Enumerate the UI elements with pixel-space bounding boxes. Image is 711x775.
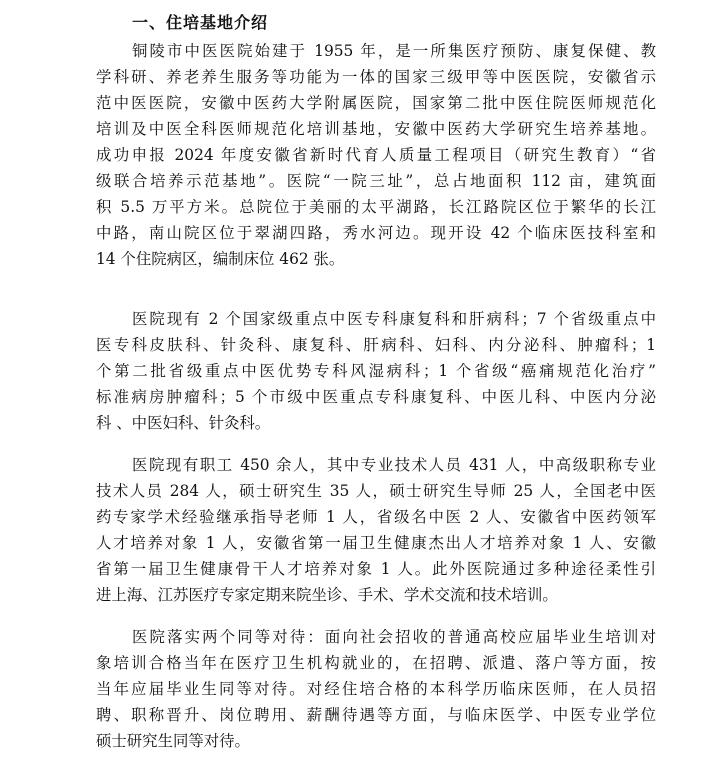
text-line: 级联合培养示范基地”。医院“一院三址”，总占地面积 112 亩，建筑面 — [96, 172, 656, 190]
text-line: 培训及中医全科医师规范化培训基地，安徽中医药大学研究生培养基地。 — [96, 120, 656, 138]
section-heading: 一、住培基地介绍 — [132, 13, 269, 32]
text-line: 医院现有 2 个国家级重点中医专科康复科和肝病科；7 个省级重点中 — [132, 310, 656, 328]
text-line: 医院现有职工 450 余人，其中专业技术人员 431 人，中高级职称专业 — [132, 456, 656, 474]
text-line: 个第二批省级重点中医优势专科风湿病科；1 个省级“癌痛规范化治疗” — [96, 362, 656, 380]
text-line: 标准病房肿瘤科；5 个市级中医重点专科康复科、中医儿科、中医内分泌 — [96, 388, 656, 406]
paragraph-staff — [96, 452, 656, 608]
text-line: 铜陵市中医医院始建于 1955 年，是一所集医疗预防、康复保健、教 — [132, 42, 656, 60]
text-line: 学科研、养老养生服务等功能为一体的国家三级甲等中医医院，安徽省示 — [96, 68, 656, 86]
text-line: 14 个住院病区，编制床位 462 张。 — [96, 250, 345, 268]
text-line: 药专家学术经验继承指导老师 1 人，省级名中医 2 人、安徽省中医药领军 — [96, 508, 656, 526]
text-line: 当年应届毕业生同等对待。对经住培合格的本科学历临床医师，在人员招 — [96, 680, 656, 698]
text-line: 中路，南山院区位于翠湖四路，秀水河边。现开设 42 个临床医技科室和 — [96, 224, 656, 242]
paragraph-specialties — [96, 306, 656, 436]
text-line: 省第一届卫生健康骨干人才培养对象 1 人。此外医院通过多种途径柔性引 — [96, 560, 656, 578]
text-line: 象培训合格当年在医疗卫生机构就业的，在招聘、派遣、落户等方面，按 — [96, 654, 656, 672]
text-line: 硕士研究生同等对待。 — [96, 732, 250, 750]
text-line: 医院落实两个同等对待：面向社会招收的普通高校应届毕业生培训对 — [132, 628, 656, 646]
text-line: 成功申报 2024 年度安徽省新时代育人质量工程项目（研究生教育）“省 — [96, 146, 656, 164]
paragraph-introduction — [96, 38, 656, 272]
text-line: 积 5.5 万平方米。总院位于美丽的太平湖路，长江路院区位于繁华的长江 — [96, 198, 656, 216]
text-line: 聘、职称晋升、岗位聘用、薪酬待遇等方面，与临床医学、中医专业学位 — [96, 706, 656, 724]
text-line: 医专科皮肤科、针灸科、康复科、肝病科、妇科、内分泌科、肿瘤科；1 — [96, 336, 656, 354]
text-line: 范中医医院，安徽中医药大学附属医院，国家第二批中医住院医师规范化 — [96, 94, 656, 112]
text-line: 科 、中医妇科、针灸科。 — [96, 414, 271, 432]
paragraph-equal-treatment — [96, 624, 656, 754]
text-line: 技术人员 284 人，硕士研究生 35 人，硕士研究生导师 25 人，全国老中医 — [96, 482, 656, 500]
text-line: 进上海、江苏医疗专家定期来院坐诊、手术、学术交流和技术培训。 — [96, 586, 558, 604]
text-line: 人才培养对象 1 人，安徽省第一届卫生健康杰出人才培养对象 1 人、安徽 — [96, 534, 656, 552]
